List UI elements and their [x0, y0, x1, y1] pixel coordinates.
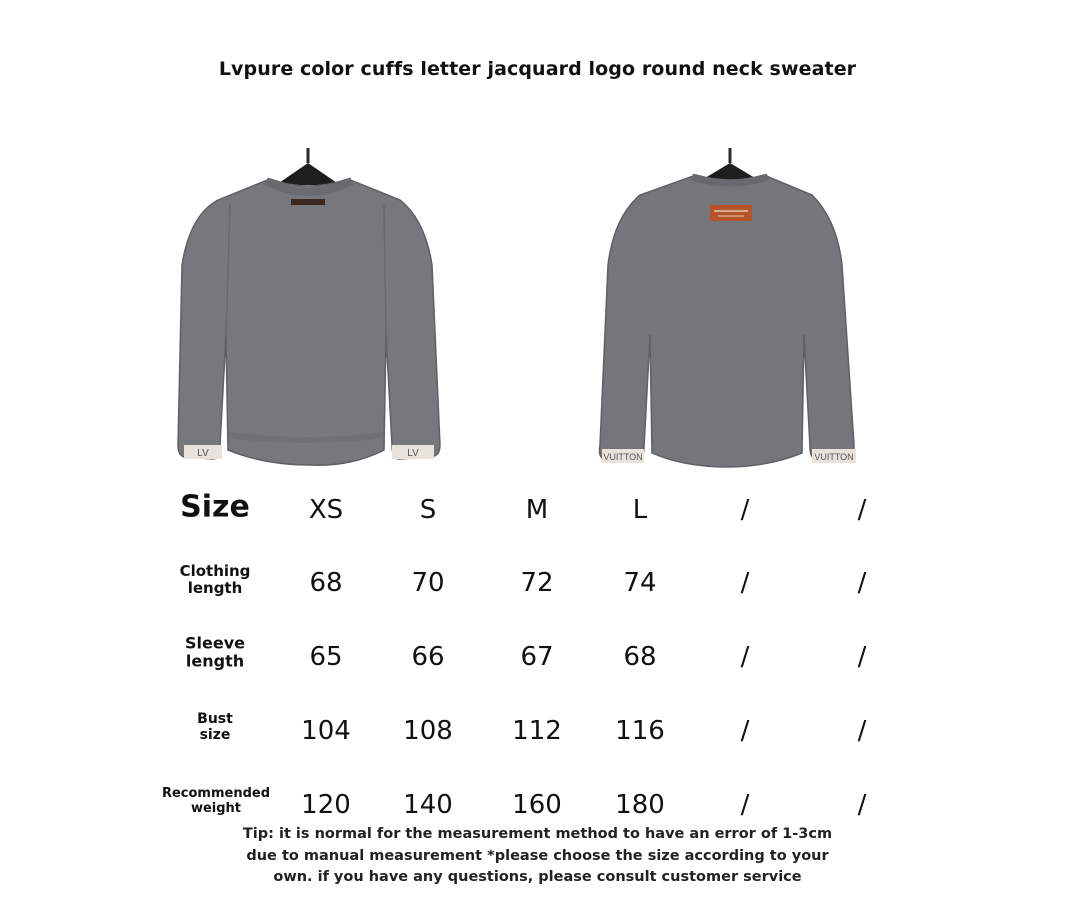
clothing-length-xs: 68 — [309, 568, 343, 598]
product-title: Lvpure color cuffs letter jacquard logo round neck sweater — [218, 58, 857, 80]
recommended-weight-l: 180 — [615, 790, 665, 820]
recommended-weight-col6: / — [857, 790, 867, 820]
sleeve-length-col6: / — [857, 642, 867, 672]
bust-size-col5: / — [740, 716, 750, 746]
size-header-xs: XS — [308, 495, 344, 525]
size-header-col5: / — [740, 495, 750, 525]
clothing-length-l: 74 — [623, 568, 657, 598]
recommended-weight-xs: 120 — [301, 790, 351, 820]
sleeve-length-s: 66 — [411, 642, 445, 672]
measurement-tip — [0, 824, 1075, 889]
sleeve-length-col5: / — [740, 642, 750, 672]
clothing-length-s: 70 — [411, 568, 445, 598]
row-label-sleeve-length: Sleeve length — [185, 633, 245, 671]
recommended-weight-m: 160 — [512, 790, 562, 820]
bust-size-col6: / — [857, 716, 867, 746]
row-label-bust-size: Bust size — [197, 710, 233, 743]
sleeve-length-m: 67 — [520, 642, 554, 672]
tip-line-1: Tip: it is normal for the measurement method to have an error of 1-3cm — [242, 826, 833, 842]
clothing-length-col5: / — [740, 568, 750, 598]
size-header-s: S — [419, 495, 437, 525]
size-header-label: Size — [180, 489, 250, 525]
tip-line-2: due to manual measurement *please choose the size according to your — [246, 847, 829, 864]
clothing-length-m: 72 — [520, 568, 554, 598]
recommended-weight-s: 140 — [403, 790, 453, 820]
sleeve-length-xs: 65 — [309, 642, 343, 672]
recommended-weight-col5: / — [740, 790, 750, 820]
tip-line-3: own. if you have any questions, please consult customer service — [273, 869, 802, 885]
left-cuff-text: LV — [197, 448, 209, 459]
clothing-length-col6: / — [857, 568, 867, 598]
bust-size-l: 116 — [615, 716, 665, 746]
size-header-col6: / — [857, 495, 867, 525]
right-cuff-text: VUITTON — [814, 452, 854, 462]
right-cuff-text: LV — [407, 448, 419, 459]
bust-size-m: 112 — [512, 716, 562, 746]
left-cuff-text: VUITTON — [603, 452, 643, 462]
row-label-recommended-weight: Recommended weight — [161, 786, 271, 816]
size-header-l: L — [632, 495, 648, 525]
size-header-m: M — [525, 495, 549, 525]
bust-size-s: 108 — [403, 716, 453, 746]
sleeve-length-l: 68 — [623, 642, 657, 672]
bust-size-xs: 104 — [301, 716, 351, 746]
row-label-clothing-length: Clothing length — [179, 561, 251, 597]
